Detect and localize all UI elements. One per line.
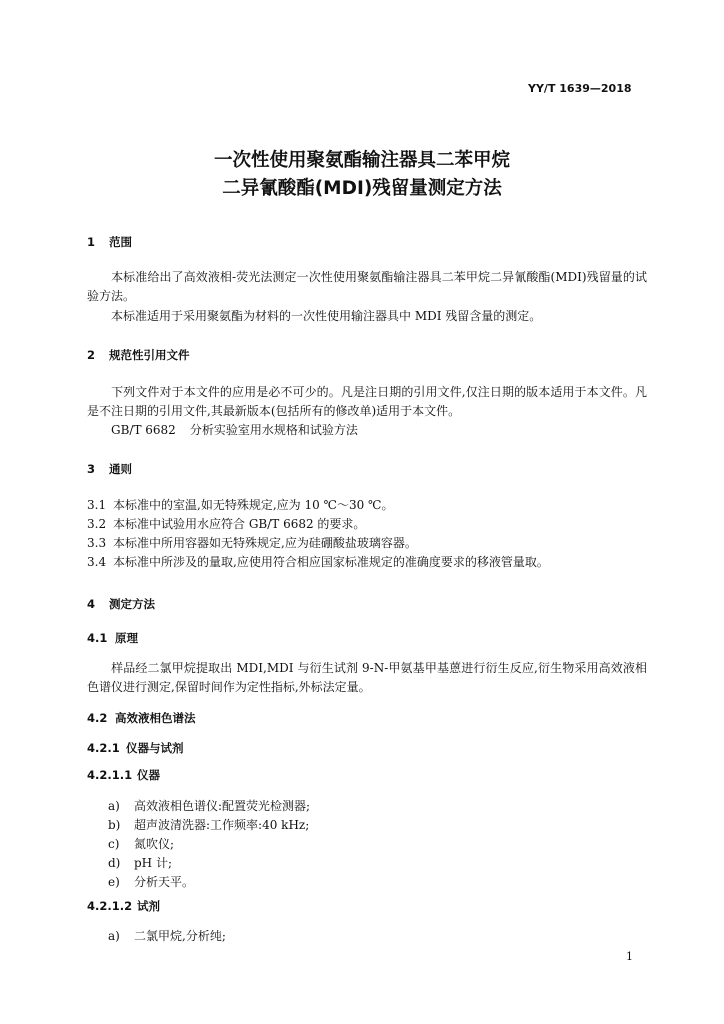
- normative-reference: [111, 421, 358, 439]
- list-text: 分析天平。: [134, 875, 195, 889]
- list-item: [108, 854, 172, 872]
- subsection-number: 4.2: [87, 711, 108, 725]
- list-text: 高效液相色谱仪:配置荧光检测器;: [134, 799, 311, 813]
- list-label: b): [108, 818, 121, 832]
- subsection-number: 4.2.1: [87, 741, 120, 755]
- standard-code: YY/T 1639—2018: [528, 82, 632, 95]
- clause-number: 3.3: [87, 536, 107, 550]
- document-title-line2: 二异氰酸酯(MDI)残留量测定方法: [222, 178, 502, 199]
- clause-item: [87, 515, 365, 533]
- paragraph: [87, 659, 647, 696]
- subsection-heading-4-1: [87, 630, 138, 646]
- subsection-number: 4.1: [87, 631, 108, 645]
- list-item: [108, 816, 309, 834]
- subsection-heading-4-2-1: [87, 740, 184, 756]
- clause-text: 本标准中试验用水应符合 GB/T 6682 的要求。: [113, 517, 366, 531]
- paragraph: [87, 268, 647, 305]
- section-title: 规范性引用文件: [109, 348, 190, 362]
- clause-text: 本标准中所用容器如无特殊规定,应为硅硼酸盐玻璃容器。: [113, 536, 417, 550]
- clause-item: [87, 534, 417, 552]
- subsection-heading-4-2-1-1: [87, 767, 160, 783]
- list-label: a): [108, 799, 120, 813]
- list-item: [108, 927, 226, 945]
- section-heading-4: [87, 596, 155, 612]
- subsection-title: 仪器: [137, 768, 160, 782]
- list-label: d): [108, 856, 121, 870]
- subsection-title: 试剂: [137, 899, 160, 913]
- clause-number: 3.2: [87, 517, 107, 531]
- subsection-heading-4-2-1-2: [87, 898, 160, 914]
- list-text: 二氯甲烷,分析纯;: [134, 929, 226, 943]
- section-number: 4: [87, 597, 96, 611]
- clause-text: 本标准中的室温,如无特殊规定,应为 10 ℃～30 ℃。: [113, 498, 394, 512]
- subsection-heading-4-2: [87, 710, 196, 726]
- section-title: 通则: [109, 462, 132, 476]
- paragraph-text: 本标准适用于采用聚氨酯为材料的一次性使用输注器具中 MDI 残留含量的测定。: [111, 309, 542, 323]
- subsection-title: 仪器与试剂: [126, 741, 184, 755]
- paragraph: [87, 307, 647, 326]
- list-label: c): [108, 837, 120, 851]
- clause-number: 3.1: [87, 498, 107, 512]
- subsection-number: 4.2.1.1: [87, 768, 133, 782]
- reference-code: GB/T 6682: [111, 423, 176, 437]
- clause-item: [87, 496, 393, 514]
- subsection-number: 4.2.1.2: [87, 899, 133, 913]
- section-number: 1: [87, 235, 96, 249]
- section-heading-3: [87, 461, 132, 477]
- clause-text: 本标准中所涉及的量取,应使用符合相应国家标准规定的准确度要求的移液管量取。: [113, 555, 549, 569]
- subsection-title: 高效液相色谱法: [115, 711, 196, 725]
- list-text: 氮吹仪;: [134, 837, 175, 851]
- document-title-line1: 一次性使用聚氨酯输注器具二苯甲烷: [213, 150, 510, 171]
- list-item: [108, 835, 174, 853]
- section-number: 3: [87, 462, 96, 476]
- list-label: a): [108, 929, 120, 943]
- section-title: 范围: [109, 235, 132, 249]
- clause-item: [87, 553, 549, 571]
- list-text: pH 计;: [134, 856, 173, 870]
- subsection-title: 原理: [115, 631, 138, 645]
- list-label: e): [108, 875, 120, 889]
- section-heading-2: [87, 347, 190, 363]
- clause-number: 3.4: [87, 555, 107, 569]
- section-title: 测定方法: [109, 597, 155, 611]
- list-text: 超声波清洗器:工作频率:40 kHz;: [134, 818, 310, 832]
- reference-title: 分析实验室用水规格和试验方法: [189, 423, 358, 437]
- section-heading-1: [87, 234, 132, 250]
- paragraph-text: 本标准给出了高效液相-荧光法测定一次性使用聚氨酯输注器具二苯甲烷二异氰酸酯(MDI)残留量的试验方法。: [87, 270, 647, 303]
- paragraph-text: 下列文件对于本文件的应用是必不可少的。凡是注日期的引用文件,仅注日期的版本适用于本文件。凡是不注日期的引用文件,其最新版本(包括所有的修改单)适用于本文件。: [87, 385, 647, 418]
- page-number: 1: [626, 950, 633, 963]
- list-item: [108, 797, 310, 815]
- list-item: [108, 873, 194, 891]
- paragraph-text: 样品经二氯甲烷提取出 MDI,MDI 与衍生试剂 9-N-甲氨基甲基蒽进行衍生反应,衍生物采用高效液相色谱仪进行测定,保留时间作为定性指标,外标法定量。: [87, 661, 647, 694]
- paragraph: [87, 383, 647, 420]
- section-number: 2: [87, 348, 96, 362]
